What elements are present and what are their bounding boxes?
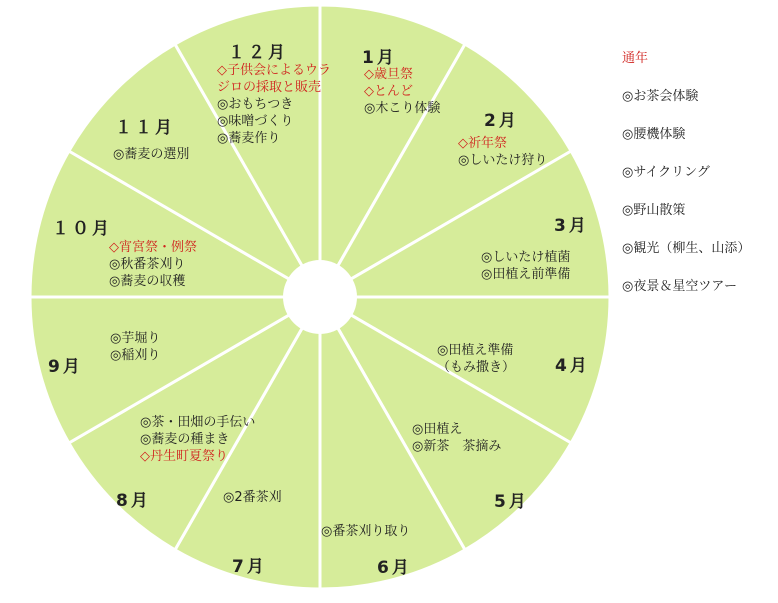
activity-item: ◎新茶 茶摘み: [412, 439, 502, 454]
activity-item: ◎田植え準備: [437, 343, 514, 358]
activities-jun: [321, 523, 410, 540]
month-label-jan: 1月: [362, 48, 397, 68]
activities-jul: [223, 489, 282, 506]
activity-item: ◎田植え: [412, 422, 463, 437]
month-label-nov: １１月: [115, 118, 175, 138]
activity-item: ◎稲刈り: [110, 348, 161, 363]
legend-item: ◎お茶会体験: [622, 89, 699, 104]
month-label-jul: 7月: [232, 557, 267, 577]
month-label-aug: 8月: [116, 491, 151, 511]
legend-item: ◎腰機体験: [622, 127, 686, 142]
activity-item: ◎味噌づくり: [217, 114, 294, 129]
activity-item: ◎しいたけ植菌: [481, 250, 571, 265]
activities-jan: [364, 66, 440, 117]
center-hub: [283, 260, 357, 334]
month-label-may: 5月: [494, 492, 529, 512]
activity-item: ◎木こり体験: [364, 101, 441, 116]
legend-item: ◎夜景＆星空ツアー: [622, 279, 737, 294]
activity-item: ◇とんど: [364, 84, 413, 99]
legend-item: ◎野山散策: [622, 203, 686, 218]
month-label-dec: １２月: [228, 43, 288, 63]
month-label-mar: 3月: [554, 216, 589, 236]
activities-oct: [109, 239, 197, 290]
activities-sep: [110, 330, 160, 364]
activity-item: ◇宵宮祭・例祭: [109, 240, 197, 255]
month-label-oct: １０月: [52, 219, 112, 239]
activity-item: ◎蕎麦の種まき: [140, 432, 230, 447]
month-label-jun: 6月: [377, 558, 412, 578]
activity-item: ◇子供会によるウラ: [217, 63, 331, 78]
legend-item: ◎観光（柳生、山添）: [622, 241, 751, 256]
activity-item: ジロの採取と販売: [217, 80, 322, 95]
activities-dec: [217, 62, 331, 147]
activity-item: ◇歳旦祭: [364, 67, 413, 82]
activity-item: ◇祈年祭: [458, 136, 507, 151]
month-label-feb: 2月: [484, 111, 519, 131]
activity-item: ◎芋堀り: [110, 331, 161, 346]
legend-item: ◎サイクリング: [622, 165, 710, 180]
month-label-apr: 4月: [555, 356, 590, 376]
year-round-legend: [622, 47, 750, 316]
activity-item: ◎蕎麦作り: [217, 131, 281, 146]
activity-item: ◇丹生町夏祭り: [140, 449, 228, 464]
activity-item: ◎茶・田畑の手伝い: [140, 415, 256, 430]
month-label-sep: 9月: [48, 357, 83, 377]
activity-item: ◎しいたけ狩り: [458, 153, 548, 168]
activity-item: ◎2番茶刈: [223, 490, 282, 505]
activity-item: ◎蕎麦の収穫: [109, 274, 186, 289]
activity-item: ◎おもちつき: [217, 97, 294, 112]
activity-item: （もみ撒き）: [437, 360, 516, 375]
activity-item: ◎蕎麦の選別: [113, 147, 190, 162]
activity-item: ◎秋番茶刈り: [109, 257, 186, 272]
activities-apr: [437, 342, 515, 376]
activities-may: [412, 421, 501, 455]
activities-aug: [140, 414, 255, 465]
activities-nov: [113, 146, 189, 163]
activity-item: ◎番茶刈り取り: [321, 524, 411, 539]
activities-feb: [458, 135, 547, 169]
activity-item: ◎田植え前準備: [481, 267, 571, 282]
legend-title: 通年: [622, 51, 649, 66]
activities-mar: [481, 249, 570, 283]
